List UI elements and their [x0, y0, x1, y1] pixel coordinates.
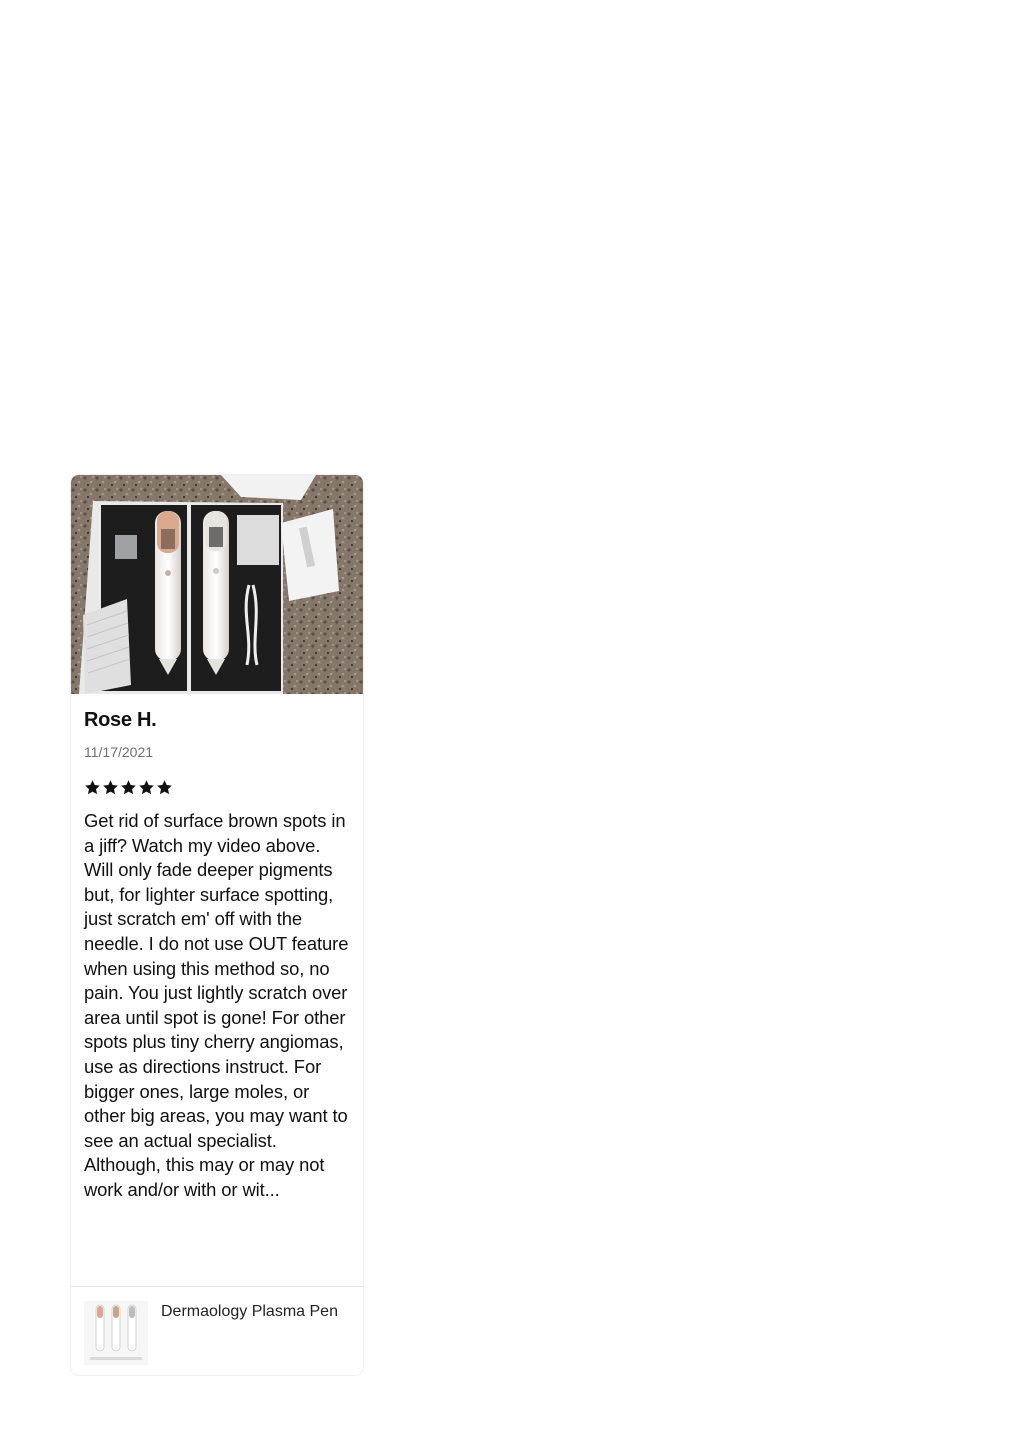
star-icon: [138, 779, 155, 796]
product-pens-thumbnail-icon: [84, 1301, 148, 1365]
review-date: 11/17/2021: [84, 744, 154, 760]
review-photo-image: [71, 475, 363, 694]
reviewer-name: Rose H.: [84, 709, 157, 731]
product-name[interactable]: Dermaology Plasma Pen: [161, 1303, 338, 1320]
star-icon: [84, 779, 101, 796]
review-card: [71, 475, 363, 1375]
product-thumbnail[interactable]: [84, 1301, 148, 1365]
review-product-link[interactable]: [71, 1286, 363, 1375]
star-icon: [156, 779, 173, 796]
star-rating: [84, 777, 350, 797]
star-icon: [120, 779, 137, 796]
review-text: Get rid of surface brown spots in a jiff? Watch my video above. Will only fade deeper pigments but, for lighter surface spotting, just scratch em' off with the needle. I do not use OUT feature when using this method so, no pain. You just lightly scratch over area until spot is gone! For other spots plus tiny cherry angiomas, use as directions instruct. For bigger ones, large moles, or other big areas, you may want to see an actual specialist. Although, this may or may not work and/or with or wit...: [84, 810, 349, 1200]
star-icon: [102, 779, 119, 796]
review-body: [71, 707, 363, 1203]
review-photo[interactable]: [71, 475, 363, 694]
